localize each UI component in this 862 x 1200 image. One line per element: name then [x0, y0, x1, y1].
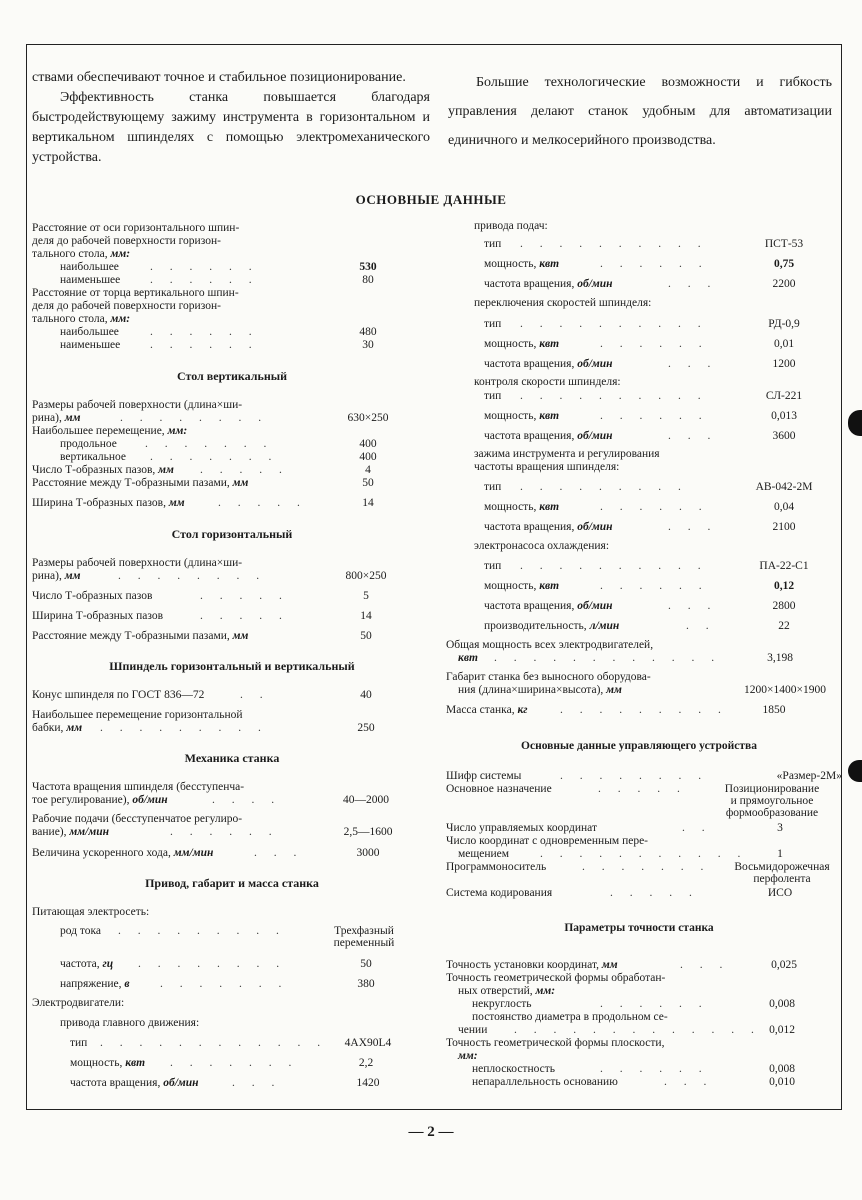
spec-label: тип — [484, 238, 502, 250]
spec-label: постоянство диаметра в продольном се- — [472, 1011, 668, 1023]
leader-dots: . . . . . . . — [170, 1057, 299, 1069]
unit: мм — [66, 722, 83, 734]
spec-label: производительность, — [484, 620, 587, 632]
spec-label: деля до рабочей поверхности горизон- — [32, 300, 221, 312]
unit: об/мин — [577, 600, 613, 612]
leader-dots: . . — [686, 620, 716, 632]
unit: в — [124, 978, 130, 990]
spec-label: мещением — [458, 848, 510, 860]
leader-dots: . . . . . . — [600, 998, 709, 1010]
spec-label: наименьшее — [60, 274, 121, 286]
leader-dots: . . . . . . . — [160, 978, 289, 990]
section-heading: Привод, габарит и масса станка — [145, 876, 319, 890]
spec-label: Частота вращения шпинделя (бесступенча- — [32, 781, 245, 793]
leader-dots: . . . . . . . . . . — [520, 318, 708, 330]
spec-value: 0,012 — [769, 1024, 795, 1036]
unit: мм/мин — [173, 847, 214, 859]
leader-dots: . . . . . . . . . — [560, 704, 728, 716]
leader-dots: . . . . . . . . — [560, 770, 709, 782]
spec-label: Конус шпинделя по ГОСТ 836—72 — [32, 689, 205, 701]
unit: мм — [168, 497, 185, 509]
spec-value: 2100 — [772, 521, 796, 533]
leader-dots: . . . — [668, 521, 718, 533]
unit: об/мин — [163, 1077, 199, 1089]
spec-value: 80 — [362, 274, 374, 286]
spec-label: Число управляемых координат — [446, 822, 597, 834]
spec-label: Ширина Т-образных пазов — [32, 610, 164, 622]
unit: об/мин — [577, 358, 613, 370]
unit: л/мин — [589, 620, 620, 632]
unit: квт — [539, 258, 560, 270]
spec-value: 3600 — [772, 430, 796, 442]
spec-label: Ширина Т-образных пазов, — [32, 497, 166, 509]
spec-value: 50 — [360, 630, 372, 642]
unit: об/мин — [577, 521, 613, 533]
spec-value: 40—2000 — [343, 794, 389, 806]
spec-label: бабки, — [32, 722, 64, 734]
spec-value: 50 — [360, 958, 372, 970]
spec-value: 0,013 — [771, 410, 797, 422]
unit: об/мин — [577, 430, 613, 442]
leader-dots: . . . . . . — [600, 258, 709, 270]
leader-dots: . . . . . . . . — [118, 570, 267, 582]
spec-label: зажима инструмента и регулирования — [474, 448, 660, 460]
intro-right-para: Большие технологические возможности и гибкость управления делают станок удобным для автоматизации единичного и мелкосерийного производства. — [448, 75, 832, 148]
leader-dots: . . . . . . . . . . — [520, 238, 708, 250]
spec-label: Система кодирования — [446, 887, 553, 899]
spec-label: мощность, — [484, 258, 537, 270]
spec-label: Размеры рабочей поверхности (длина×ши- — [32, 399, 243, 411]
spec-value: 1200×1400×1900 — [744, 684, 826, 696]
spec-label: Расстояние между Т-образными пазами, — [32, 630, 230, 642]
page-number: — 2 — — [408, 1124, 454, 1140]
spec-label: привода главного движения: — [60, 1017, 200, 1029]
spec-value: 2,5—1600 — [343, 826, 393, 838]
unit: мм/мин — [69, 826, 109, 838]
spec-value: 50 — [362, 477, 374, 489]
leader-dots: . . . . . . — [150, 326, 259, 338]
scan-mark — [848, 760, 862, 782]
leader-dots: . . . . . . . — [150, 451, 279, 463]
unit: мм — [64, 412, 81, 424]
spec-value: 3,198 — [767, 652, 793, 664]
spec-value — [702, 770, 842, 782]
leader-dots: . . . — [232, 1077, 282, 1089]
spec-value-line: Позиционирование — [724, 783, 820, 795]
spec-value: 0,025 — [771, 959, 797, 971]
spec-label: частота, — [60, 958, 100, 970]
spec-label: тип — [484, 560, 502, 572]
spec-value: 3000 — [356, 847, 380, 859]
leader-dots: . . . . . . . . . — [520, 481, 688, 493]
scan-mark — [848, 410, 862, 436]
unit: мм — [232, 630, 249, 642]
spec-label: Точность геометрической формы плоскости, — [446, 1037, 665, 1049]
spec-label: тое регулирование), — [32, 794, 130, 806]
leader-dots: . . . . . . . . . — [100, 722, 268, 734]
spec-value: ИСО — [767, 887, 793, 899]
spec-value: 380 — [357, 978, 375, 990]
spec-label: Точность геометрической формы обработан- — [446, 972, 666, 984]
spec-label: рина), — [32, 570, 62, 582]
unit: квт — [539, 338, 560, 350]
spec-label: Электродвигатели: — [32, 997, 125, 1009]
spec-value — [322, 925, 406, 949]
spec-value: 530 — [359, 261, 377, 273]
leader-dots: . . . . . . — [170, 826, 279, 838]
spec-value: 480 — [359, 326, 377, 338]
leader-dots: . . . . . — [200, 464, 289, 476]
spec-value — [722, 861, 842, 885]
spec-value-line: Трехфазный — [334, 925, 394, 937]
leader-dots: . . . — [254, 847, 304, 859]
spec-value: 0,75 — [773, 258, 795, 270]
spec-label: наибольшее — [60, 326, 119, 338]
leader-dots: . . . — [664, 1076, 714, 1088]
leader-dots: . . . . . . . . . . . . . — [514, 1024, 761, 1036]
leader-dots: . . . . . . — [600, 410, 709, 422]
leader-dots: . . . . . . — [600, 580, 709, 592]
spec-label: частота вращения, — [484, 278, 575, 290]
main-heading: ОСНОВНЫЕ ДАННЫЕ — [355, 192, 507, 207]
spec-label: Расстояние от оси горизонтального шпин- — [32, 222, 240, 234]
spec-label: Наибольшее перемещение, — [32, 425, 165, 437]
leader-dots: . . . . . . . — [582, 861, 711, 873]
spec-value: 0,01 — [773, 338, 795, 350]
spec-value: 630×250 — [347, 412, 389, 424]
unit: мм — [158, 464, 174, 476]
spec-value: 4 — [365, 464, 371, 476]
leader-dots: . . . . . — [200, 610, 289, 622]
spec-label: некруглость — [472, 998, 532, 1010]
spec-label: продольное — [60, 438, 117, 450]
leader-dots: . . . . . . . . . . . . — [100, 1037, 328, 1049]
spec-value: АВ-042-2М — [755, 481, 813, 493]
spec-value: 400 — [359, 438, 377, 450]
leader-dots: . . — [682, 822, 712, 834]
spec-label: частоты вращения шпинделя: — [474, 461, 620, 473]
unit: квт — [458, 652, 478, 664]
leader-dots: . . . . . . — [150, 274, 259, 286]
spec-value: 250 — [357, 722, 375, 734]
spec-value: 2,2 — [358, 1057, 374, 1069]
unit: мм — [232, 477, 249, 489]
section-heading: Стол вертикальный — [176, 369, 288, 383]
spec-label: Число Т-образных пазов, — [32, 464, 156, 476]
spec-label: частота вращения, — [484, 600, 575, 612]
leader-dots: . . . . . . . . . . — [520, 560, 708, 572]
spec-value-line: «Размер-2М» — [776, 770, 842, 782]
leader-dots: . . . . . — [200, 590, 289, 602]
leader-dots: . . . . . — [218, 497, 307, 509]
spec-value: 4АХ90L4 — [344, 1037, 392, 1049]
intro-left — [32, 68, 430, 168]
spec-label: частота вращения, — [70, 1077, 161, 1089]
spec-value: 40 — [360, 689, 372, 701]
unit: об/мин — [132, 794, 168, 806]
spec-label: Число Т-образных пазов — [32, 590, 153, 602]
spec-value: 0,008 — [769, 1063, 795, 1075]
spec-value: 1200 — [772, 358, 796, 370]
spec-label: мощность, — [70, 1057, 123, 1069]
spec-label: частота вращения, — [484, 358, 575, 370]
unit: мм — [601, 959, 618, 971]
spec-label: тип — [70, 1037, 88, 1049]
spec-value: РД-0,9 — [768, 318, 800, 330]
spec-label: вание), — [32, 826, 67, 838]
spec-value: 22 — [778, 620, 790, 632]
section-heading: Механика станка — [184, 751, 280, 765]
leader-dots: . . . — [668, 600, 718, 612]
spec-label: Наибольшее перемещение горизонтальной — [32, 709, 243, 721]
spec-value: 30 — [362, 339, 374, 351]
spec-label: частота вращения, — [484, 521, 575, 533]
unit: квт — [539, 580, 560, 592]
spec-value: 14 — [362, 497, 374, 509]
spec-label: мощность, — [484, 338, 537, 350]
unit: мм — [606, 684, 622, 696]
spec-label: неплоскостность — [472, 1063, 556, 1075]
leader-dots: . . . . . . . . — [138, 958, 287, 970]
spec-label: наибольшее — [60, 261, 119, 273]
section-heading: Шпиндель горизонтальный и вертикальный — [109, 659, 355, 673]
spec-label: Габарит станка без выносного оборудова- — [446, 671, 651, 683]
spec-value: СЛ-221 — [765, 390, 803, 402]
spec-label: Число координат с одновременным пере- — [446, 835, 649, 847]
spec-value — [708, 783, 836, 819]
spec-value: 0,010 — [769, 1076, 795, 1088]
leader-dots: . . . . . . . . . . . . — [494, 652, 722, 664]
leader-dots: . . — [240, 689, 270, 701]
unit: мм: — [458, 1050, 478, 1062]
unit: мм — [64, 570, 81, 582]
spec-value: 400 — [359, 451, 377, 463]
spec-label: Точность установки координат, — [446, 959, 600, 971]
leader-dots: . . . — [668, 278, 718, 290]
leader-dots: . . . . . . — [150, 261, 259, 273]
spec-label: Рабочие подачи (бесступенчатое регулиро- — [32, 813, 243, 825]
leader-dots: . . . — [680, 959, 730, 971]
spec-label: Расстояние между Т-образными пазами, — [32, 477, 230, 489]
spec-value: ПСТ-53 — [764, 238, 804, 250]
spec-value: 1420 — [356, 1077, 380, 1089]
spec-value: 800×250 — [345, 570, 387, 582]
spec-value: 14 — [360, 610, 372, 622]
spec-label: Масса станка, — [446, 704, 515, 716]
spec-label: непараллельность основанию — [472, 1076, 618, 1088]
leader-dots: . . . . . . . . — [120, 412, 269, 424]
spec-value: 0,008 — [769, 998, 795, 1010]
spec-value: 0,04 — [773, 501, 795, 513]
spec-value: 2800 — [772, 600, 796, 612]
spec-label: электронасоса охлаждения: — [474, 540, 610, 552]
spec-label: наименьшее — [60, 339, 121, 351]
spec-label: ния (длина×ширина×высота), — [458, 684, 604, 696]
spec-label: мощность, — [484, 580, 537, 592]
unit: квт — [539, 501, 560, 513]
section-heading: Основные данные управляющего устройства — [521, 740, 757, 752]
unit: кг — [517, 704, 528, 716]
spec-label: тип — [484, 390, 502, 402]
spec-label: род тока — [60, 925, 102, 937]
spec-value: 3 — [777, 822, 783, 834]
spec-label: мощность, — [484, 501, 537, 513]
unit: квт — [125, 1057, 146, 1069]
leader-dots: . . . . . . — [600, 338, 709, 350]
spec-label: Основное назначение — [446, 783, 552, 795]
spec-label: рина), — [32, 412, 62, 424]
leader-dots: . . . . . — [610, 887, 699, 899]
intro-right — [448, 68, 832, 155]
intro-left-para: Эффективность станка повышается благодаря быстродействующему зажиму инструмента в горизонтальном и вертикальном шпинделях с помощью электромеханического устройства. — [32, 90, 430, 165]
leader-dots: . . . — [668, 358, 718, 370]
spec-label: тип — [484, 318, 502, 330]
spec-value: 2200 — [772, 278, 796, 290]
leader-dots: . . . . . . . — [145, 438, 274, 450]
spec-value-line: и прямоугольное — [730, 795, 814, 807]
leader-dots: . . . . . — [598, 783, 687, 795]
leader-dots: . . . — [668, 430, 718, 442]
spec-label: Питающая электросеть: — [32, 906, 150, 918]
unit: мм: — [167, 425, 188, 437]
spec-label: Общая мощность всех электродвигателей, — [446, 639, 654, 651]
spec-value-line: перфолента — [753, 873, 811, 885]
leader-dots: . . . . . . — [150, 339, 259, 351]
spec-label: контроля скорости шпинделя: — [474, 376, 621, 388]
spec-label: Величина ускоренного хода, — [32, 847, 171, 859]
spec-value: 1 — [777, 848, 783, 860]
spec-label: тип — [484, 481, 502, 493]
leader-dots: . . . . . . — [600, 501, 709, 513]
spec-value-line: переменный — [333, 937, 395, 949]
spec-label: тального стола, — [32, 248, 108, 260]
spec-label: Шифр системы — [446, 770, 522, 782]
spec-value: 1850 — [762, 704, 786, 716]
section-heading: Параметры точности станка — [564, 922, 714, 934]
spec-label: напряжение, — [60, 978, 122, 990]
unit: об/мин — [577, 278, 613, 290]
spec-label: тального стола, — [32, 313, 108, 325]
leader-dots: . . . . . . . . . . . — [540, 848, 748, 860]
leader-dots: . . . . . . . . . — [118, 925, 286, 937]
spec-value: ПА-22-С1 — [759, 560, 809, 572]
leader-dots: . . . . . . . . . . — [520, 390, 708, 402]
spec-label: Расстояние от торца вертикального шпин- — [32, 287, 239, 299]
spec-label: Программоноситель — [446, 861, 547, 873]
intro-left-para: ствами обеспечивают точное и стабильное позиционирование. — [32, 70, 406, 85]
spec-label: вертикальное — [60, 451, 126, 463]
unit: мм: — [110, 248, 131, 260]
spec-label: мощность, — [484, 410, 537, 422]
section-heading: Стол горизонтальный — [171, 527, 293, 541]
spec-value: 5 — [363, 590, 369, 602]
leader-dots: . . . . — [212, 794, 282, 806]
unit: квт — [539, 410, 560, 422]
spec-value-line: Восьмидорожечная — [734, 861, 830, 873]
leader-dots: . . . . . . — [600, 1063, 709, 1075]
spec-label: Размеры рабочей поверхности (длина×ши- — [32, 557, 243, 569]
spec-label: чении — [458, 1024, 488, 1036]
spec-label: ных отверстий, — [458, 985, 533, 997]
spec-value: 0,12 — [773, 580, 795, 592]
spec-label: привода подач: — [474, 220, 548, 232]
spec-label: деля до рабочей поверхности горизон- — [32, 235, 221, 247]
unit: мм: — [535, 985, 556, 997]
spec-label: переключения скоростей шпинделя: — [474, 297, 652, 309]
spec-value-line: формообразование — [725, 807, 819, 819]
unit: мм: — [110, 313, 131, 325]
spec-label: частота вращения, — [484, 430, 575, 442]
unit: гц — [102, 958, 114, 970]
